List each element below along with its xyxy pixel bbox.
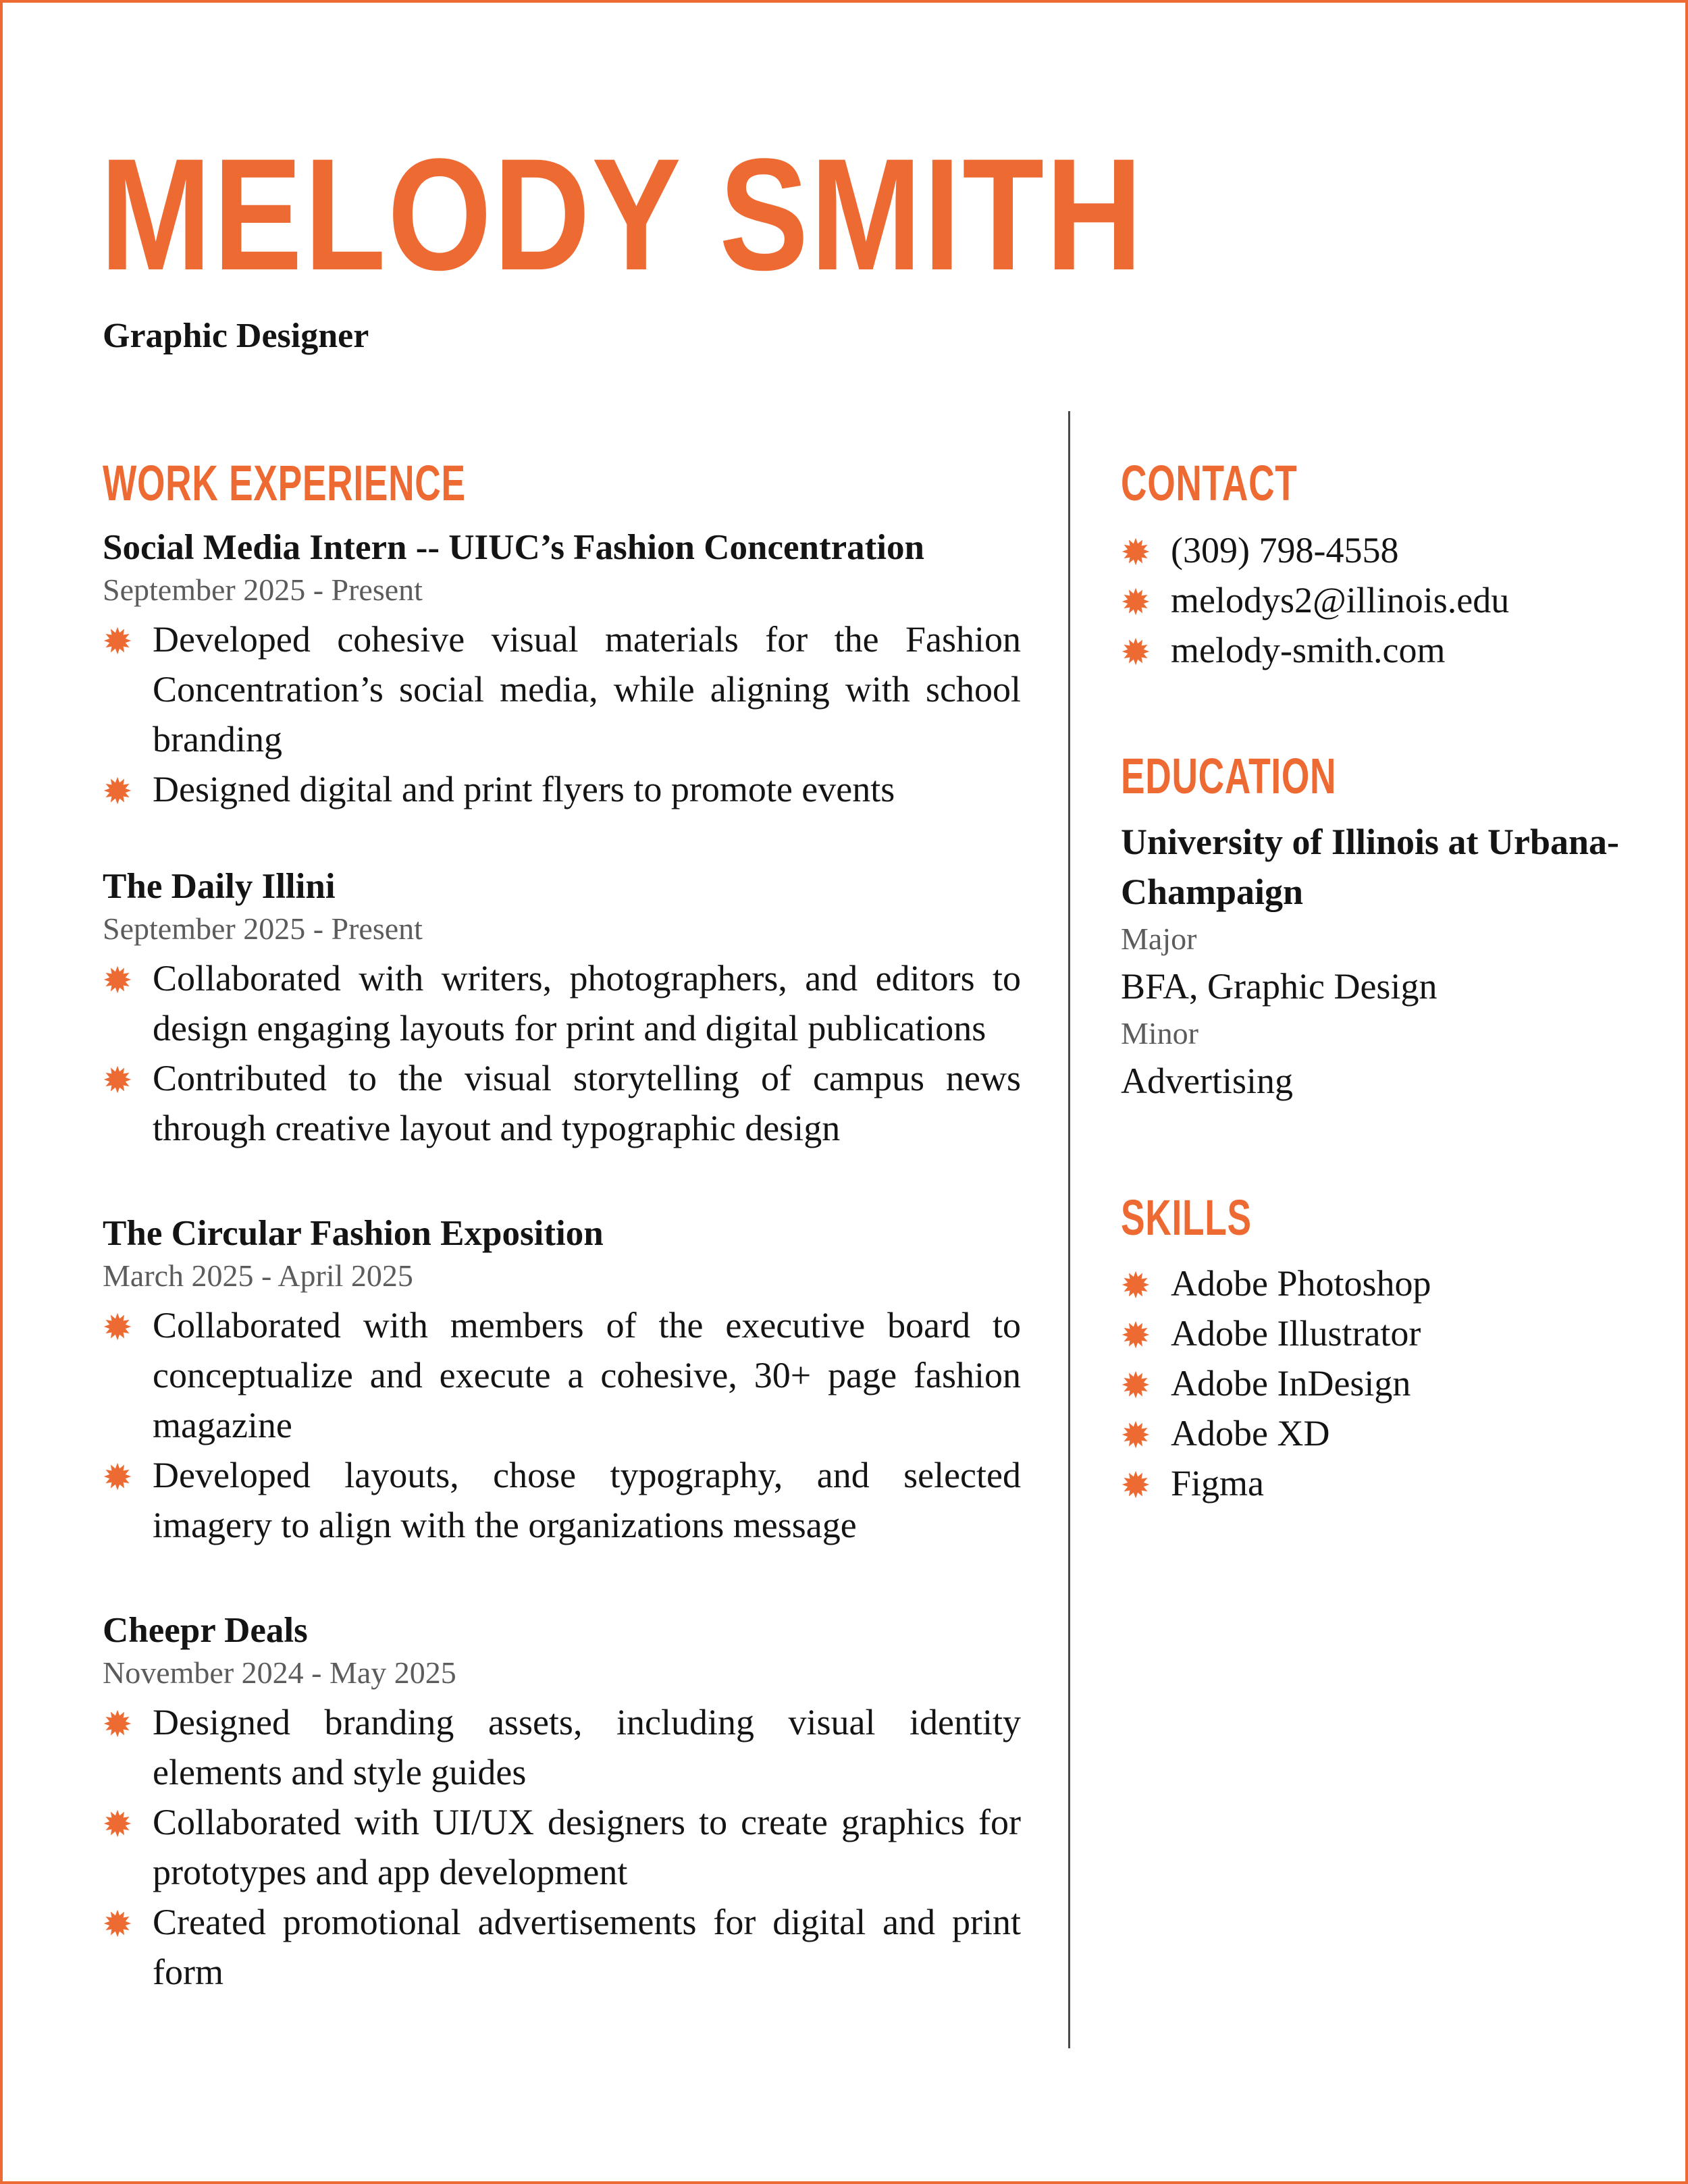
contact-website[interactable] [1121, 625, 1634, 675]
job-date: March 2025 - April 2025 [103, 1258, 413, 1293]
bullet-text: Developed layouts, chose typography, and selected imagery to align with the organizations message [153, 1455, 1021, 1545]
skill-text: Adobe InDesign [1171, 1363, 1411, 1404]
job-bullet [103, 764, 1021, 814]
job-bullets [103, 1300, 1021, 1550]
job-date: September 2025 - Present [103, 911, 423, 946]
starburst-icon [103, 1809, 132, 1838]
job-bullets [103, 614, 1021, 814]
website-link[interactable]: melody-smith.com [1171, 630, 1446, 670]
skill-item [1121, 1308, 1634, 1358]
school-name: University of Illinois at Urbana-Champaign [1121, 822, 1620, 912]
contact-phone [1121, 525, 1634, 575]
job-title: The Daily Illini [103, 867, 336, 906]
starburst-icon [1121, 1420, 1151, 1449]
job-bullets [103, 953, 1021, 1153]
skill-text: Adobe XD [1171, 1413, 1330, 1454]
skill-item [1121, 1358, 1634, 1408]
skill-text: Adobe Photoshop [1171, 1263, 1431, 1304]
skills-heading: SKILLS [1121, 1190, 1252, 1246]
bullet-text: Collaborated with UI/UX designers to create graphics for prototypes and app development [153, 1802, 1021, 1892]
contact-list [1121, 525, 1634, 675]
starburst-icon [1121, 1320, 1151, 1350]
job-bullet [103, 1450, 1021, 1550]
job-date: September 2025 - Present [103, 572, 423, 607]
job-bullet [103, 1300, 1021, 1450]
column-divider [1068, 411, 1070, 2048]
skills-list [1121, 1258, 1634, 1508]
job-entry [103, 1608, 1021, 1997]
starburst-icon [103, 1709, 132, 1738]
starburst-icon [1121, 1370, 1151, 1400]
bullet-text: Designed branding assets, including visual identity elements and style guides [153, 1702, 1021, 1792]
email-link[interactable]: melodys2@illinois.edu [1171, 580, 1510, 620]
skills-section [1121, 1258, 1634, 1508]
starburst-icon [103, 1312, 132, 1341]
job-title: The Circular Fashion Exposition [103, 1214, 604, 1253]
job-entry [103, 864, 1021, 1153]
job-bullet [103, 1897, 1021, 1997]
job-bullet [103, 1053, 1021, 1153]
bullet-text: Created promotional advertisements for digital and print form [153, 1902, 1021, 1992]
job-bullet [103, 614, 1021, 764]
bullet-text: Collaborated with members of the executive board to conceptualize and execute a cohesive, 30+ page fashion magazine [153, 1305, 1021, 1445]
skill-text: Figma [1171, 1463, 1265, 1503]
minor-value: Advertising [1121, 1061, 1293, 1101]
minor-label: Minor [1121, 1016, 1198, 1050]
bullet-text: Contributed to the visual storytelling of campus news through creative layout and typographic design [153, 1058, 1021, 1148]
starburst-icon [103, 1909, 132, 1938]
job-entry [103, 1211, 1021, 1550]
phone-text: (309) 798-4558 [1171, 530, 1399, 570]
starburst-icon [103, 776, 132, 805]
education-heading: EDUCATION [1121, 748, 1337, 804]
starburst-icon [103, 626, 132, 656]
skill-text: Adobe Illustrator [1171, 1313, 1421, 1354]
skill-item [1121, 1408, 1634, 1458]
work-experience-heading: WORK EXPERIENCE [103, 455, 466, 511]
bullet-text: Designed digital and print flyers to promote events [153, 769, 895, 809]
starburst-icon [103, 1462, 132, 1491]
starburst-icon [103, 1065, 132, 1094]
job-bullet [103, 1697, 1021, 1797]
job-bullet [103, 1797, 1021, 1897]
contact-section [1121, 525, 1634, 675]
job-entry [103, 525, 1021, 814]
bullet-text: Collaborated with writers, photographers, and editors to design engaging layouts for print and digital publications [153, 958, 1021, 1048]
candidate-role: Graphic Designer [103, 317, 369, 355]
starburst-icon [1121, 1270, 1151, 1300]
bullet-text: Developed cohesive visual materials for the Fashion Concentration’s social media, while aligning with school branding [153, 619, 1021, 760]
major-value: BFA, Graphic Design [1121, 966, 1438, 1007]
job-date: November 2024 - May 2025 [103, 1655, 456, 1690]
skill-item [1121, 1258, 1634, 1308]
contact-email[interactable] [1121, 575, 1634, 625]
major-label: Major [1121, 922, 1197, 956]
skill-item [1121, 1458, 1634, 1508]
job-bullet [103, 953, 1021, 1053]
candidate-name: MELODY SMITH [100, 126, 1144, 304]
job-title: Cheepr Deals [103, 1611, 308, 1650]
job-title: Social Media Intern -- UIUC’s Fashion Concentration [103, 528, 925, 567]
starburst-icon [1121, 1470, 1151, 1499]
education-section [1121, 817, 1634, 1113]
contact-heading: CONTACT [1121, 455, 1298, 511]
job-bullets [103, 1697, 1021, 1997]
starburst-icon [1121, 587, 1151, 616]
starburst-icon [1121, 537, 1151, 566]
starburst-icon [1121, 637, 1151, 666]
starburst-icon [103, 965, 132, 994]
